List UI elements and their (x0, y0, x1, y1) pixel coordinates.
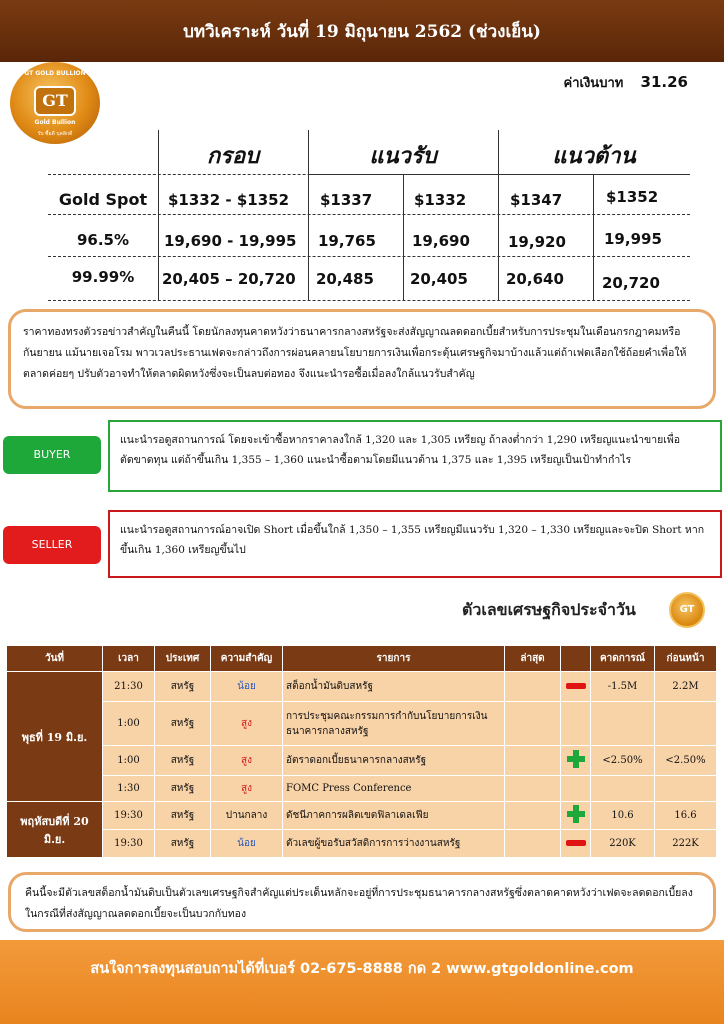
buyer-label: BUYER (3, 436, 101, 474)
latest-cell (505, 830, 561, 858)
trend-cell (561, 776, 591, 802)
plus-icon (567, 805, 585, 823)
item-cell: การประชุมคณะกรรมการกำกับนโยบายการเงินธนาคารกลางสหรัฐ (283, 702, 505, 746)
row-divider (48, 256, 690, 257)
item-cell: สต็อกน้ำมันดิบสหรัฐ (283, 672, 505, 702)
latest-cell (505, 776, 561, 802)
gt-logo-icon: GT (669, 592, 705, 628)
col-date: วันที่ (7, 646, 103, 672)
table-header-row (7, 646, 717, 672)
header-resistance: แนวต้าน (552, 143, 636, 169)
econ-calendar-table (6, 645, 717, 858)
footer-band (0, 940, 724, 1024)
logo-top-text: GT GOLD BULLION (24, 70, 86, 77)
previous-cell: <2.50% (655, 746, 717, 776)
col-country: ประเทศ (155, 646, 211, 672)
page-title: บทวิเคราะห์ วันที่ 19 มิถุนายน 2562 (ช่วงเย็น) (183, 22, 541, 42)
row-divider (48, 300, 690, 301)
importance-cell: สูง (211, 776, 283, 802)
time-cell: 19:30 (103, 802, 155, 830)
row-label-96-5: 96.5% (76, 231, 130, 249)
item-cell: อัตราดอกเบี้ยธนาคารกลางสหรัฐ (283, 746, 505, 776)
econ-calendar-title: ตัวเลขเศรษฐกิจประจำวัน (462, 600, 636, 619)
header-support: แนวรับ (369, 143, 437, 169)
table-row (7, 672, 717, 702)
previous-cell: 222K (655, 830, 717, 858)
gold-spot-resistance-1: $1347 (510, 191, 563, 209)
previous-cell: 16.6 (655, 802, 717, 830)
day-cell: พฤหัสบดีที่ 20 มิ.ย. (7, 802, 103, 858)
importance-cell: สูง (211, 746, 283, 776)
col-trend (561, 646, 591, 672)
item-cell: FOMC Press Conference (283, 776, 505, 802)
gold-9999-resistance-2: 20,720 (602, 274, 660, 292)
country-cell: สหรัฐ (155, 702, 211, 746)
table-row (7, 776, 717, 802)
col-time: เวลา (103, 646, 155, 672)
table-row (7, 746, 717, 776)
country-cell: สหรัฐ (155, 746, 211, 776)
time-cell: 19:30 (103, 830, 155, 858)
country-cell: สหรัฐ (155, 830, 211, 858)
footer-contact[interactable]: สนใจการลงทุนสอบถามได้ที่เบอร์ 02-675-8888 กด 2 www.gtgoldonline.com (90, 961, 634, 977)
gold-9999-range: 20,405 – 20,720 (162, 270, 296, 288)
divider (498, 130, 499, 300)
gold-9999-support-1: 20,485 (316, 270, 374, 288)
table-row (7, 830, 717, 858)
row-label-gold-spot: Gold Spot (58, 190, 148, 209)
item-cell: ตัวเลขผู้ขอรับสวัสดิการการว่างงานสหรัฐ (283, 830, 505, 858)
col-previous: ก่อนหน้า (655, 646, 717, 672)
trend-cell (561, 672, 591, 702)
gt-gold-bullion-logo (10, 62, 100, 144)
divider (403, 174, 404, 300)
table-row (7, 702, 717, 746)
gold-965-support-2: 19,690 (412, 232, 470, 250)
row-divider (48, 214, 690, 215)
latest-cell (505, 746, 561, 776)
latest-cell (505, 672, 561, 702)
col-item: รายการ (283, 646, 505, 672)
divider (308, 130, 309, 300)
market-summary: ราคาทองทรงตัวรอข่าวสำคัญในคืนนี้ โดยนักลงทุนคาดหวังว่าธนาคารกลางสหรัฐจะส่งสัญญาณลดดอกเบี้ยสำหรับการประชุมในเดือนกรกฎาคมหรือกันยายน แม้นายเจอโรม พาวเวลประธานเฟดจะกล่าวถึงการผ่อนคลายนโยบายการเงินเพื่อกระตุ้นเศรษฐกิจมาบ้างแล้วแต่ถ้าเฟดเลือกใช้ถ้อยคำเพื่อให้ตลาดค่อยๆ ปรับตัวอาจทำให้ตลาดผิดหวังซึ่งจะเป็นลบต่อทอง จึงแนะนำรอซื้อเมื่อลงใกล้แนวรับสำคัญ (8, 309, 716, 409)
gold-spot-resistance-2: $1352 (606, 188, 659, 206)
forecast-cell (591, 702, 655, 746)
gold-965-resistance-1: 19,920 (508, 233, 566, 251)
country-cell: สหรัฐ (155, 672, 211, 702)
forecast-cell (591, 776, 655, 802)
importance-cell: น้อย (211, 830, 283, 858)
gold-spot-support-1: $1337 (320, 191, 373, 209)
gold-965-resistance-2: 19,995 (604, 230, 662, 248)
divider (158, 130, 159, 300)
col-importance: ความสำคัญ (211, 646, 283, 672)
trend-cell (561, 746, 591, 776)
buyer-advice: แนะนำรอดูสถานการณ์ โดยจะเข้าซื้อหากราคาลงใกล้ 1,320 และ 1,305 เหรียญ ถ้าลงต่ำกว่า 1,290 เหรียญแนะนำขายเพื่อตัดขาดทุน แต่ถ้าขึ้นเกิน 1,355 – 1,360 แนะนำซื้อตามโดยมีแนวต้าน 1,375 และ 1,395 เหรียญเป็นเป้าทำกำไร (108, 420, 722, 492)
importance-cell: น้อย (211, 672, 283, 702)
seller-label: SELLER (3, 526, 101, 564)
previous-cell (655, 702, 717, 746)
table-row (7, 802, 717, 830)
baht-rate-value: 31.26 (640, 73, 688, 91)
gold-965-support-1: 19,765 (318, 232, 376, 250)
gold-9999-resistance-1: 20,640 (506, 270, 564, 288)
logo-bottom-text: รับ ซื้อดี บุคลิกดี (37, 131, 73, 137)
latest-cell (505, 702, 561, 746)
row-label-99-99: 99.99% (71, 268, 135, 286)
baht-rate-label: ค่าเงินบาท (563, 76, 624, 91)
forecast-cell: 10.6 (591, 802, 655, 830)
trend-cell (561, 702, 591, 746)
previous-cell (655, 776, 717, 802)
forecast-cell: 220K (591, 830, 655, 858)
forecast-cell: <2.50% (591, 746, 655, 776)
baht-rate (564, 72, 688, 93)
logo-sub-text: Gold Bullion (34, 119, 76, 126)
country-cell: สหรัฐ (155, 776, 211, 802)
row-divider (48, 174, 690, 175)
col-forecast: คาดการณ์ (591, 646, 655, 672)
gold-spot-range: $1332 - $1352 (168, 191, 290, 209)
gold-965-range: 19,690 - 19,995 (164, 232, 297, 250)
trend-cell (561, 830, 591, 858)
previous-cell: 2.2M (655, 672, 717, 702)
minus-icon (566, 683, 586, 689)
forecast-cell: -1.5M (591, 672, 655, 702)
minus-icon (566, 840, 586, 846)
plus-icon (567, 750, 585, 768)
header-band (0, 0, 724, 62)
gold-spot-support-2: $1332 (414, 191, 467, 209)
seller-advice: แนะนำรอดูสถานการณ์อาจเปิด Short เมื่อขึ้นใกล้ 1,350 – 1,355 เหรียญมีแนวรับ 1,320 – 1,330 เหรียญและจะปิด Short หากขึ้นเกิน 1,360 เหรียญขึ้นไป (108, 510, 722, 578)
country-cell: สหรัฐ (155, 802, 211, 830)
col-latest: ล่าสุด (505, 646, 561, 672)
importance-cell: สูง (211, 702, 283, 746)
evening-note: คืนนี้จะมีตัวเลขสต็อกน้ำมันดิบเป็นตัวเลขเศรษฐกิจสำคัญแต่ประเด็นหลักจะอยู่ที่การประชุมธนาคารกลางสหรัฐซึ่งตลาดคาดหวังว่าเฟดจะลดดอกเบี้ยลงในกรณีที่ส่งสัญญาณลดดอกเบี้ยจะเป็นบวกกับทอง (8, 872, 716, 932)
importance-cell: ปานกลาง (211, 802, 283, 830)
header-range: กรอบ (206, 143, 260, 169)
time-cell: 1:00 (103, 702, 155, 746)
divider (593, 174, 594, 300)
time-cell: 1:30 (103, 776, 155, 802)
item-cell: ดัชนีภาคการผลิตเขตฟิลาเดลเฟีย (283, 802, 505, 830)
time-cell: 21:30 (103, 672, 155, 702)
trend-cell (561, 802, 591, 830)
gold-9999-support-2: 20,405 (410, 270, 468, 288)
latest-cell (505, 802, 561, 830)
logo-badge: GT (34, 86, 76, 116)
time-cell: 1:00 (103, 746, 155, 776)
day-cell: พุธที่ 19 มิ.ย. (7, 672, 103, 802)
